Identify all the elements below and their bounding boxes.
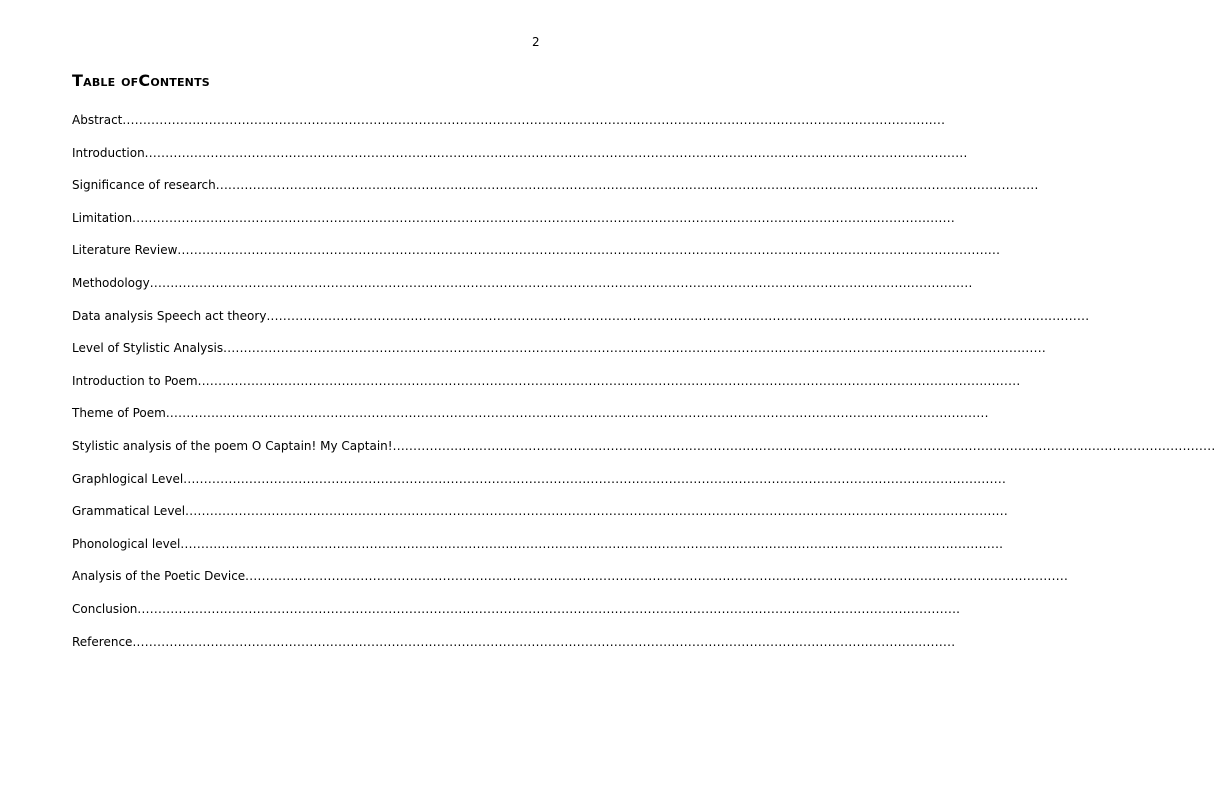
dot-leader: ........................................................................................................................................................................................................ bbox=[245, 569, 1069, 584]
toc-entry-label: Level of Stylistic Analysis bbox=[72, 341, 224, 356]
page-number: 2 bbox=[532, 35, 540, 49]
toc-entry-data-analysis[interactable] bbox=[72, 306, 1090, 339]
toc-entry-label: Grammatical Level bbox=[72, 504, 186, 519]
dot-leader: ........................................................................................................................................................................................................ bbox=[183, 471, 1007, 486]
dot-leader: ........................................................................................................................................................................................................ bbox=[266, 308, 1090, 323]
dot-leader: ........................................................................................................................................................................................................ bbox=[180, 536, 1004, 551]
toc-entry-label: Phonological level bbox=[72, 536, 181, 551]
dot-leader: ........................................................................................................................................................................................................ bbox=[392, 438, 1215, 453]
toc-entry-grammatical-level[interactable] bbox=[72, 501, 1009, 534]
dot-leader: ........................................................................................................................................................................................................ bbox=[144, 145, 968, 160]
dot-leader: ........................................................................................................................................................................................................ bbox=[185, 504, 1009, 519]
dot-leader: ........................................................................................................................................................................................................ bbox=[137, 601, 961, 616]
toc-entry-methodology[interactable] bbox=[72, 273, 973, 306]
dot-leader: ........................................................................................................................................................................................................ bbox=[132, 210, 955, 225]
toc-entry-label: Theme of Poem bbox=[72, 406, 166, 421]
dot-leader: ........................................................................................................................................................................................................ bbox=[215, 178, 1039, 193]
toc-entry-label: Data analysis Speech act theory bbox=[72, 308, 267, 323]
dot-leader: ........................................................................................................................................................................................................ bbox=[177, 243, 1001, 258]
toc-entry-label: Abstract bbox=[72, 113, 123, 127]
toc-entry-reference[interactable] bbox=[72, 632, 956, 665]
toc-entry-label: Literature Review bbox=[72, 243, 178, 258]
toc-entry-conclusion[interactable] bbox=[72, 599, 961, 632]
dot-leader: ........................................................................................................................................................................................................ bbox=[122, 113, 946, 127]
toc-entry-label: Significance of research bbox=[72, 178, 216, 193]
toc-heading: Table ofContents bbox=[72, 71, 210, 90]
toc-entry-label: Analysis of the Poetic Device bbox=[72, 569, 246, 584]
toc-entry-graphlogical-level[interactable] bbox=[72, 469, 1007, 502]
dot-leader: ........................................................................................................................................................................................................ bbox=[149, 275, 973, 290]
toc-list bbox=[72, 110, 1215, 664]
dot-leader: ........................................................................................................................................................................................................ bbox=[132, 634, 956, 649]
toc-entry-stylistic-analysis-of-poem[interactable] bbox=[72, 436, 1215, 469]
toc-entry-significance-of-research[interactable] bbox=[72, 175, 1039, 208]
toc-entry-phonological-level[interactable] bbox=[72, 534, 1004, 567]
toc-entry-label: Introduction to Poem bbox=[72, 373, 198, 388]
toc-entry-limitation[interactable] bbox=[72, 208, 955, 241]
toc-entry-introduction-to-poem[interactable] bbox=[72, 371, 1021, 404]
toc-entry-label: Methodology bbox=[72, 275, 150, 290]
dot-leader: ........................................................................................................................................................................................................ bbox=[165, 406, 989, 421]
toc-entry-label: Reference bbox=[72, 634, 133, 649]
dot-leader: ........................................................................................................................................................................................................ bbox=[197, 373, 1021, 388]
toc-entry-level-of-stylistic-analysis[interactable] bbox=[72, 338, 1046, 371]
toc-entry-theme-of-poem[interactable] bbox=[72, 403, 989, 436]
toc-entry-introduction[interactable] bbox=[72, 143, 968, 176]
toc-entry-analysis-of-poetic-device[interactable] bbox=[72, 566, 1069, 599]
dot-leader: ........................................................................................................................................................................................................ bbox=[223, 341, 1046, 356]
toc-entry-label: Graphlogical Level bbox=[72, 471, 184, 486]
toc-entry-label: Stylistic analysis of the poem O Captain! My Captain! bbox=[72, 438, 393, 453]
toc-entry-abstract[interactable] bbox=[72, 110, 946, 143]
toc-entry-literature-review[interactable] bbox=[72, 240, 1001, 273]
toc-entry-label: Introduction bbox=[72, 145, 145, 160]
toc-entry-label: Conclusion bbox=[72, 601, 138, 616]
toc-entry-label: Limitation bbox=[72, 210, 133, 225]
